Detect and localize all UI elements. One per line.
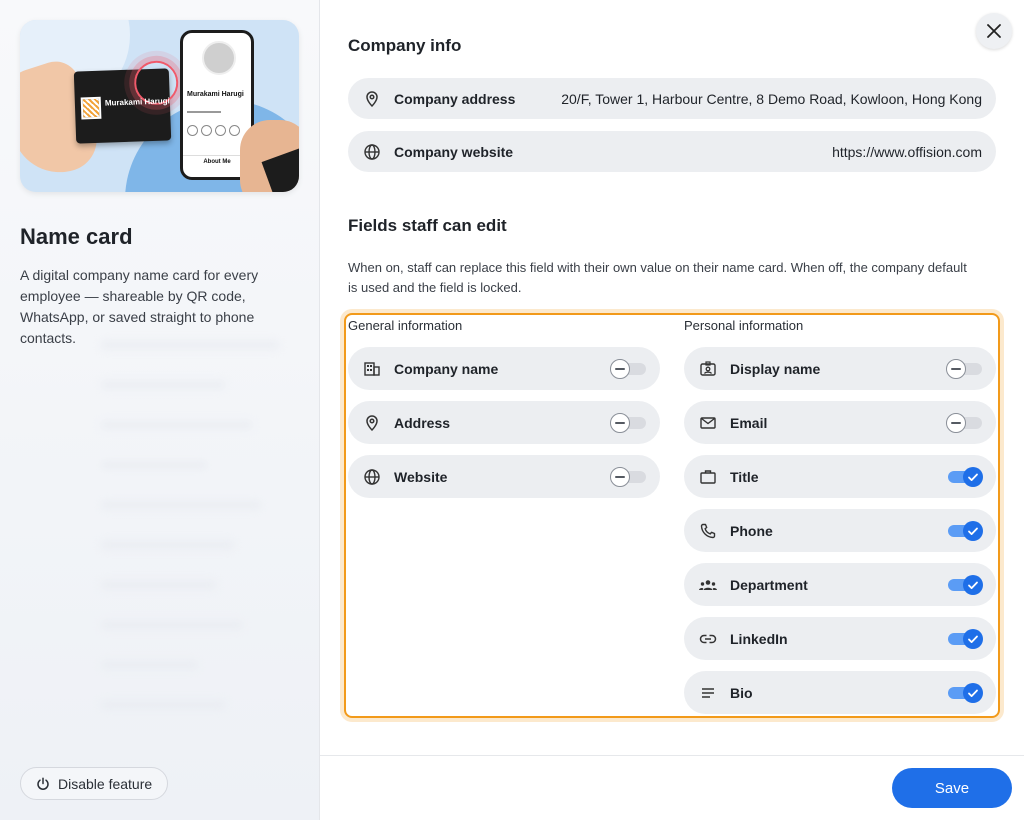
title-toggle[interactable] <box>946 470 982 484</box>
company-name-toggle[interactable] <box>610 362 646 376</box>
feature-sidebar <box>0 0 320 820</box>
location-pin-icon <box>362 413 382 433</box>
disable-feature-label: Disable feature <box>58 775 153 792</box>
field-bio[interactable] <box>684 671 996 714</box>
close-button[interactable] <box>976 13 1012 49</box>
mail-icon <box>698 413 718 433</box>
field-label: Phone <box>730 522 773 539</box>
personal-information-heading: Personal information <box>684 318 804 333</box>
group-icon <box>698 575 718 595</box>
field-label: Display name <box>730 360 821 377</box>
company-address-label: Company address <box>394 90 516 107</box>
editable-fields-description: When on, staff can replace this field with their own value on their name card. When off, the company default is used and the field is locked. <box>348 260 967 295</box>
field-label: LinkedIn <box>730 630 788 647</box>
phone-toggle[interactable] <box>946 524 982 538</box>
general-information-heading: General information <box>348 318 463 333</box>
field-label: Title <box>730 468 759 485</box>
display-name-toggle[interactable] <box>946 362 982 376</box>
profile-photo <box>202 41 236 75</box>
building-icon <box>362 359 382 379</box>
field-website[interactable] <box>348 455 660 498</box>
company-website-value: https://www.offision.com <box>832 143 982 160</box>
linkedin-toggle[interactable] <box>946 632 982 646</box>
disable-feature-button[interactable] <box>20 767 168 800</box>
field-phone[interactable] <box>684 509 996 552</box>
save-button[interactable]: Save <box>892 768 1012 808</box>
field-label: Email <box>730 414 768 431</box>
blurred-background <box>100 340 280 760</box>
company-address-value: 20/F, Tower 1, Harbour Centre, 8 Demo Road, Kowloon, Hong Kong <box>561 90 982 107</box>
field-label: Website <box>394 468 448 485</box>
footer-divider <box>320 755 1024 756</box>
contact-icons <box>187 125 240 136</box>
field-label: Department <box>730 576 808 593</box>
physical-name-card <box>74 68 171 143</box>
field-linkedin[interactable] <box>684 617 996 660</box>
address-toggle[interactable] <box>610 416 646 430</box>
field-company-name[interactable] <box>348 347 660 390</box>
globe-icon <box>362 467 382 487</box>
website-toggle[interactable] <box>610 470 646 484</box>
text-lines-icon <box>698 683 718 703</box>
field-email[interactable] <box>684 401 996 444</box>
field-label: Company name <box>394 360 499 377</box>
email-toggle[interactable] <box>946 416 982 430</box>
department-toggle[interactable] <box>946 578 982 592</box>
id-badge-icon <box>698 359 718 379</box>
field-label: Bio <box>730 684 753 701</box>
field-department[interactable] <box>684 563 996 606</box>
company-website-row <box>348 131 996 172</box>
phone-profile-name: Murakami Harugi <box>187 91 244 98</box>
phone-about-section: About Me <box>183 155 251 165</box>
company-website-label: Company website <box>394 143 514 160</box>
company-address-row <box>348 78 996 119</box>
qr-code-icon <box>81 97 102 120</box>
globe-icon <box>362 142 382 162</box>
phone-icon <box>698 521 718 541</box>
location-pin-icon <box>362 89 382 109</box>
feature-description: A digital company name card for every employee — shareable by QR code, WhatsApp, or saved straight to phone contacts. <box>20 267 259 346</box>
power-icon <box>36 777 50 791</box>
field-title[interactable] <box>684 455 996 498</box>
bio-toggle[interactable] <box>946 686 982 700</box>
close-icon <box>986 23 1002 39</box>
feature-title: Name card <box>20 224 133 249</box>
field-address[interactable] <box>348 401 660 444</box>
field-label: Address <box>394 414 451 431</box>
name-card-preview-image <box>20 20 299 192</box>
link-icon <box>698 629 718 649</box>
editable-fields-title: Fields staff can edit <box>348 216 507 235</box>
card-name: Murakami Harugi <box>104 96 170 108</box>
field-display-name[interactable] <box>684 347 996 390</box>
company-info-title: Company info <box>348 36 462 55</box>
briefcase-icon <box>698 467 718 487</box>
